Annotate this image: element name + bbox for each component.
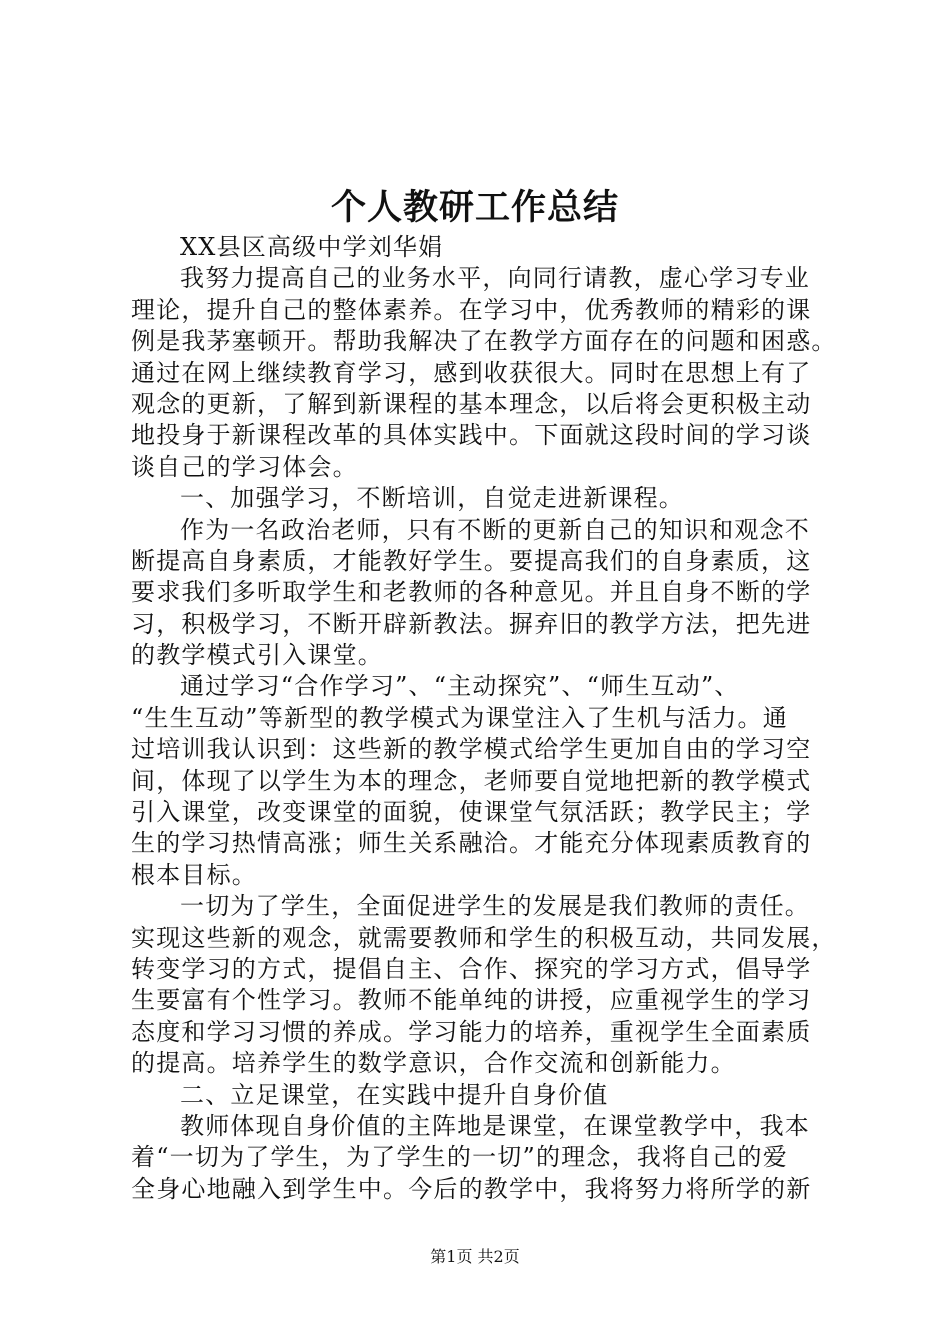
text-line: XX县区高级中学刘华娟: [180, 233, 444, 261]
text-line: 转变学习的方式，提倡自主、合作、探究的学习方式，倡导学: [131, 954, 812, 983]
text-line: 态度和学习习惯的养成。学习能力的培养，重视学生全面素质: [131, 1017, 812, 1046]
text-line: 实现这些新的观念，就需要教师和学生的积极互动，共同发展，: [131, 923, 837, 952]
text-line: 根本目标。: [131, 860, 257, 889]
text-line: 我努力提高自己的业务水平，向同行请教，虚心学习专业: [180, 264, 810, 293]
text-line: 着“一切为了学生，为了学生的一切”的理念，我将自己的爱: [131, 1143, 788, 1172]
text-line: 理论，提升自己的整体素养。在学习中，优秀教师的精彩的课: [131, 295, 812, 324]
text-line: 断提高自身素质，才能教好学生。要提高我们的自身素质，这: [131, 546, 812, 575]
text-line: 的教学模式引入课堂。: [131, 641, 383, 670]
text-line: 观念的更新，了解到新课程的基本理念，以后将会更积极主动: [131, 389, 812, 418]
text-line: 习，积极学习，不断开辟新教法。摒弃旧的教学方法，把先进: [131, 609, 812, 638]
text-line: 要求我们多听取学生和老教师的各种意见。并且自身不断的学: [131, 578, 812, 607]
text-line: 谈自己的学习体会。: [131, 452, 358, 481]
page-footer: 第1页 共2页: [430, 1247, 520, 1266]
text-line: 引入课堂，改变课堂的面貌，使课堂气氛活跃；教学民主；学: [131, 798, 812, 827]
text-line: 例是我茅塞顿开。帮助我解决了在教学方面存在的问题和困惑。: [131, 327, 837, 356]
text-line: 生要富有个性学习。教师不能单纯的讲授，应重视学生的学习: [131, 986, 812, 1015]
text-line: 一、加强学习，不断培训，自觉走进新课程。: [180, 484, 684, 513]
text-line: 作为一名政治老师，只有不断的更新自己的知识和观念不: [180, 515, 810, 544]
text-line: 全身心地融入到学生中。今后的教学中，我将努力将所学的新: [131, 1174, 812, 1203]
document-title: 个人教研工作总结: [330, 187, 619, 228]
document-body: [131, 232, 837, 1205]
text-line: 一切为了学生，全面促进学生的发展是我们教师的责任。: [180, 892, 810, 921]
text-line: 生的学习热情高涨；师生关系融洽。才能充分体现素质教育的: [131, 829, 812, 858]
text-line: 通过在网上继续教育学习，感到收获很大。同时在思想上有了: [131, 358, 812, 387]
text-line: 的提高。培养学生的数学意识，合作交流和创新能力。: [131, 1049, 736, 1078]
text-line: 教师体现自身价值的主阵地是课堂，在课堂教学中，我本: [180, 1111, 810, 1140]
text-line: 间，体现了以学生为本的理念，老师要自觉地把新的教学模式: [131, 766, 812, 795]
text-line: 通过学习“合作学习”、“主动探究”、“师生互动”、: [180, 672, 740, 701]
text-line: “生生互动”等新型的教学模式为课堂注入了生机与活力。通: [131, 703, 788, 732]
text-line: 二、立足课堂，在实践中提升自身价值: [180, 1080, 609, 1109]
text-line: 过培训我认识到：这些新的教学模式给学生更加自由的学习空: [131, 735, 812, 764]
text-line: 地投身于新课程改革的具体实践中。下面就这段时间的学习谈: [131, 421, 812, 450]
